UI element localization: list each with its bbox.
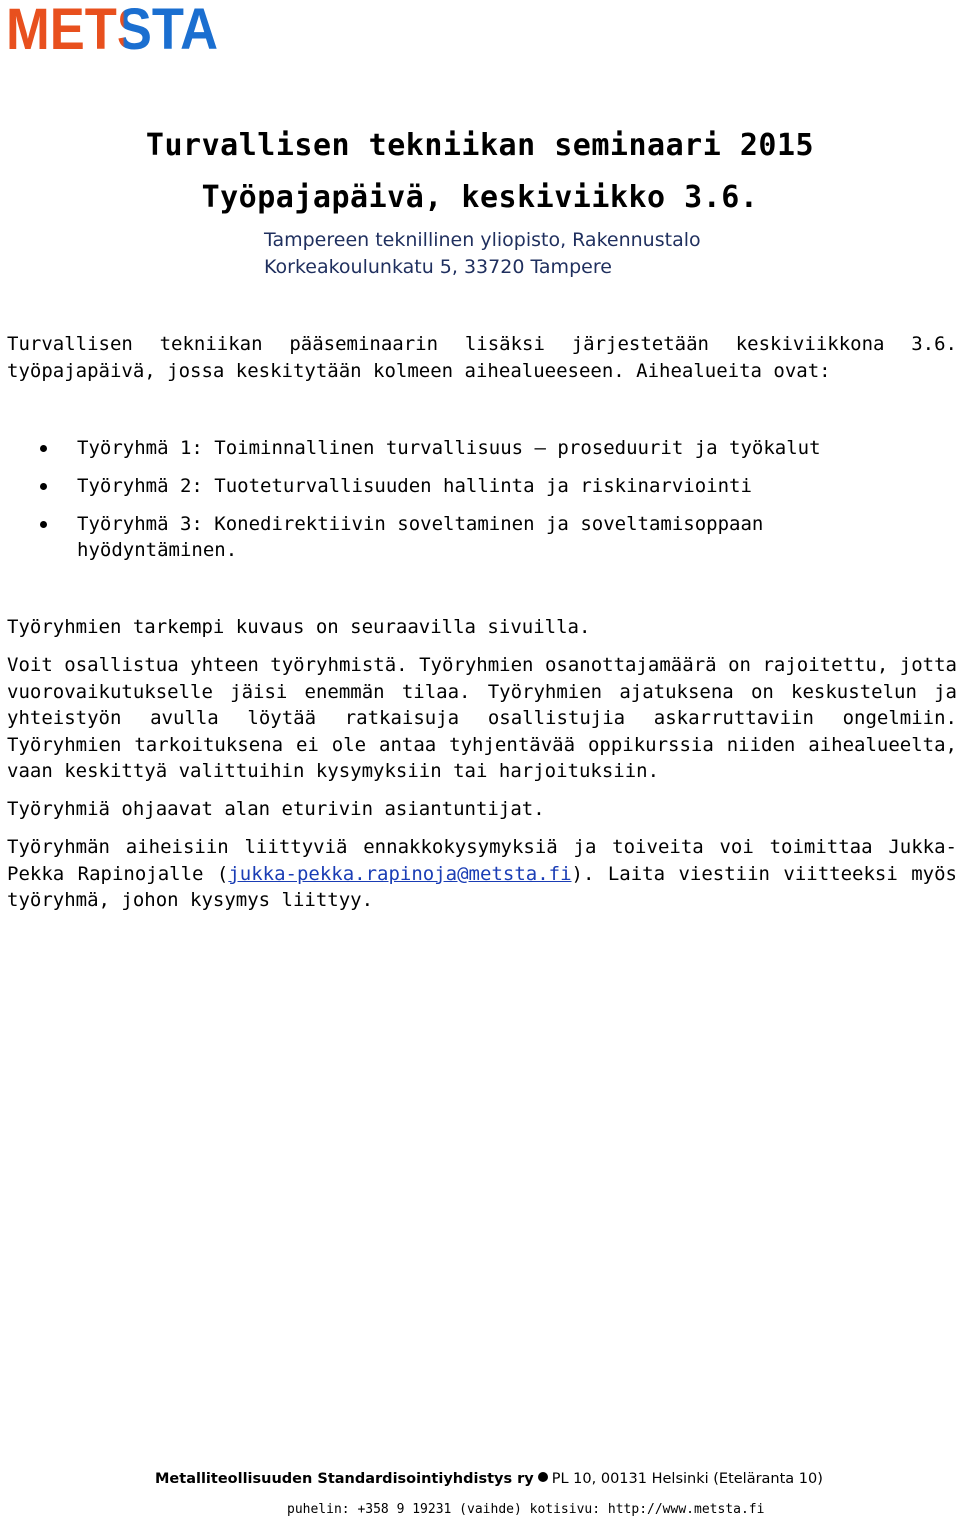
footer-contact: puhelin: +358 9 19231 (vaihde) kotisivu: http://www.metsta.fi (287, 1502, 765, 1517)
page-title: Turvallisen tekniikan seminaari 2015 (145, 128, 815, 163)
intro-line-1: Turvallisen tekniikan pääseminaarin lisäksi järjestetään keskiviikkona 3.6. (7, 333, 957, 355)
separator-dot-icon (538, 1472, 548, 1482)
group-label: Työryhmä 3: Konedirektiivin soveltaminen ja soveltamisoppaan hyödyntäminen. (77, 513, 764, 561)
contact-text-after: ). Laita viestiin viitteeksi myös työryhmä, johon kysymys liittyy. (7, 862, 957, 911)
contact-text-before: Työryhmän aiheisiin liittyviä ennakkokysymyksiä ja toiveita voi toimittaa Jukka-Pekka Rapinojalle ( (7, 836, 957, 885)
group-label: Työryhmä 1: Toiminnallinen turvallisuus – proseduurit ja työkalut (77, 437, 821, 459)
footer-address (155, 1471, 823, 1487)
leaders-paragraph: Työryhmiä ohjaavat alan eturivin asiantuntijat. (7, 798, 545, 820)
footer-address-text: PL 10, 00131 Helsinki (Eteläranta 10) (551, 1471, 823, 1487)
venue-line-2: Korkeakoulunkatu 5, 33720 Tampere (264, 256, 612, 278)
participation-paragraph: Voit osallistua yhteen työryhmistä. Työryhmien osanottajamäärä on rajoitettu, jotta vuorovaikutukselle jäisi enemmän tilaa. Työryhmien ajatuksena on keskustelun ja yhteistyön avulla löytää ratkaisuja osallistujia askarruttaviin ongelmiin. Työryhmien tarkoituksena ei ole antaa tyhjentävää oppikurssia niiden aihealueelta, vaan keskittyä valittuihin kysymyksiin tai harjoituksiin. (7, 654, 957, 782)
intro-line-2: työpajapäivä, jossa keskitytään kolmeen aihealueeseen. Aihealueita ovat: (7, 360, 831, 382)
page-subtitle: Työpajapäivä, keskiviikko 3.6. (201, 180, 759, 215)
bullet-icon (40, 483, 47, 490)
details-paragraph: Työryhmien tarkempi kuvaus on seuraavilla sivuilla. (7, 616, 591, 638)
metsta-logo (6, 4, 220, 54)
footer-org: Metalliteollisuuden Standardisointiyhdistys ry (155, 1471, 534, 1487)
contact-paragraph (7, 834, 957, 914)
venue-line-1: Tampereen teknillinen yliopisto, Rakennustalo (264, 229, 701, 251)
bullet-icon (40, 521, 47, 528)
bullet-icon (40, 445, 47, 452)
logo-wordmark: METSTA (6, 4, 218, 54)
email-link[interactable]: jukka-pekka.rapinoja@metsta.fi (228, 862, 572, 885)
group-label: Työryhmä 2: Tuoteturvallisuuden hallinta ja riskinarviointi (77, 475, 752, 497)
